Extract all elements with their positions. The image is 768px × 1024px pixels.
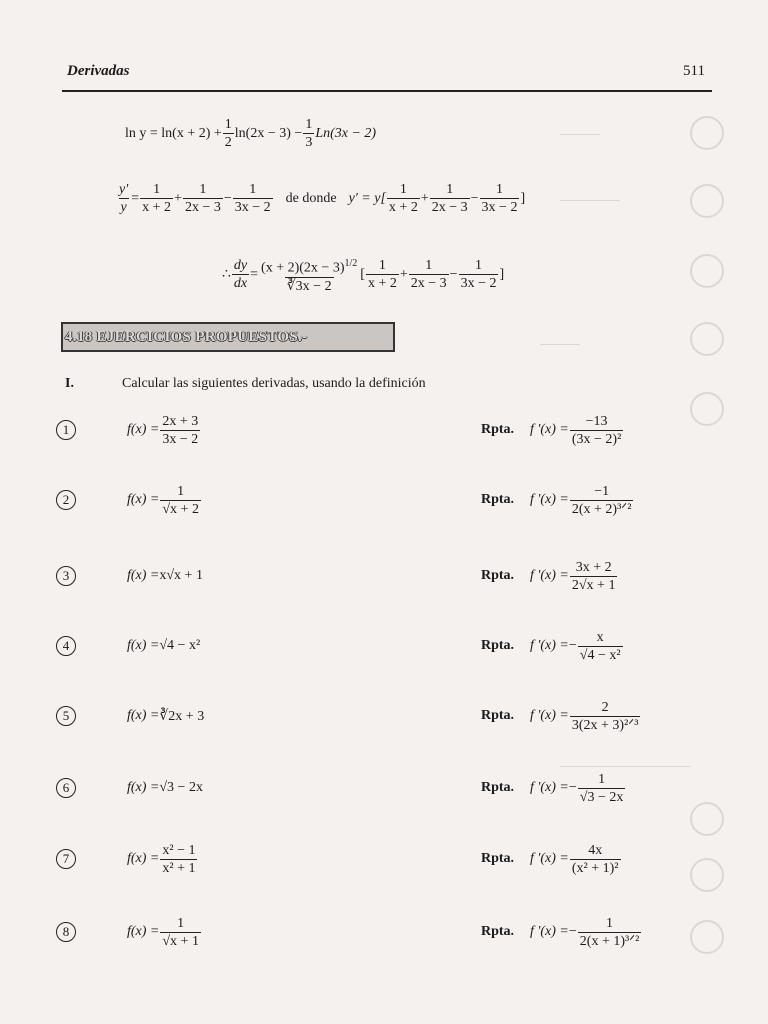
exercise-number: 7 xyxy=(56,849,76,869)
fraction xyxy=(140,182,173,215)
fraction-numerator: 1 xyxy=(496,182,503,197)
function-label: f(x) = xyxy=(127,492,160,507)
fraction-numerator: 1 xyxy=(224,117,232,132)
fraction-numerator: 1 xyxy=(378,258,386,274)
log-expression: ln y = ln(x + 2) + xyxy=(125,125,222,141)
fraction xyxy=(259,256,359,294)
function-label: f(x) = xyxy=(127,924,160,939)
fraction-denominator: dx xyxy=(233,276,248,292)
fraction-denominator: 3x − 2 xyxy=(481,200,518,215)
minus-sign: − xyxy=(223,190,232,206)
exercise-number: 4 xyxy=(56,636,76,656)
derivative-label: f '(x) = xyxy=(530,568,569,583)
fraction-numerator: 1 xyxy=(177,915,185,931)
part-number: I. xyxy=(65,376,74,391)
fraction-numerator: 1 xyxy=(475,258,483,274)
bleed-circle xyxy=(690,802,724,836)
fraction-denominator: x + 2 xyxy=(367,276,397,292)
fraction xyxy=(223,117,234,150)
exercise-number: 3 xyxy=(56,566,76,586)
function-fraction xyxy=(160,414,200,447)
fraction-denominator: 3x − 2 xyxy=(162,431,199,447)
exercise-number: 5 xyxy=(56,706,76,726)
function-fraction xyxy=(160,843,197,876)
derivation-line-3 xyxy=(222,256,504,294)
fraction xyxy=(387,182,420,215)
fraction-denominator: x + 2 xyxy=(388,200,418,215)
fraction xyxy=(430,182,470,215)
exercise-number: 6 xyxy=(56,778,76,798)
exercise-number: 8 xyxy=(56,922,76,942)
fraction-numerator: 1 xyxy=(425,258,433,274)
fraction-denominator: (x² + 1)² xyxy=(571,860,619,876)
derivative-label: f '(x) = xyxy=(530,638,569,653)
answer-fraction xyxy=(578,772,626,805)
fraction-numerator: x² − 1 xyxy=(162,842,196,858)
fraction-denominator: 3x − 2 xyxy=(460,276,497,292)
fraction-denominator: 3(2x + 3)²ᐟ³ xyxy=(571,717,639,733)
bleed-circle xyxy=(690,116,724,150)
exercise-answer xyxy=(530,908,642,956)
header-rule xyxy=(62,90,712,92)
exercise-answer xyxy=(530,552,618,600)
fraction-denominator: √4 − x² xyxy=(579,647,621,663)
function-body: √3 − 2x xyxy=(159,780,203,795)
fraction-denominator: 2(x + 2)³ᐟ² xyxy=(571,501,632,517)
plus-sign: + xyxy=(174,190,182,206)
answer-fraction xyxy=(570,414,623,447)
exercise-answer xyxy=(530,835,622,883)
fraction-numerator: 2x + 3 xyxy=(162,413,199,429)
minus-sign: − xyxy=(449,266,458,282)
fraction-numerator: 4x xyxy=(588,842,603,858)
answer-label: Rpta. xyxy=(481,568,515,583)
fraction xyxy=(409,258,449,291)
exercise-answer xyxy=(530,622,624,670)
answer-label: Rpta. xyxy=(481,708,515,723)
fraction-denominator: 2(x + 1)³ᐟ² xyxy=(579,933,640,949)
connector-text: de donde xyxy=(285,190,337,206)
numerator-text: (x + 2)(2x − 3) xyxy=(261,260,345,276)
fraction xyxy=(233,182,273,215)
answer-fraction xyxy=(578,916,642,949)
fraction-numerator: y' xyxy=(119,182,129,197)
page-number: 511 xyxy=(683,63,705,79)
exponent: 1/2 xyxy=(344,258,358,269)
fraction-denominator: 3 xyxy=(305,135,313,150)
section-heading-box xyxy=(61,322,395,352)
fraction xyxy=(303,117,314,150)
equals-sign: = xyxy=(250,266,259,282)
fraction-numerator xyxy=(259,256,359,277)
bleed-circle xyxy=(690,858,724,892)
answer-sign: − xyxy=(568,780,577,795)
function-label: f(x) = xyxy=(127,568,160,583)
exercise-answer xyxy=(530,764,626,812)
exercise-function xyxy=(127,835,198,883)
exercise-function xyxy=(127,692,204,740)
answer-fraction xyxy=(570,843,621,876)
fraction-denominator: 2 xyxy=(224,135,232,150)
closing-bracket: ] xyxy=(520,190,526,206)
answer-label: Rpta. xyxy=(481,851,515,866)
header-title: Derivadas xyxy=(67,63,130,79)
fraction-numerator: 1 xyxy=(598,771,606,787)
plus-sign: + xyxy=(399,266,408,282)
fraction-denominator: 2x − 3 xyxy=(410,276,447,292)
fraction-numerator: 1 xyxy=(177,483,185,499)
fraction-numerator: 1 xyxy=(399,182,407,197)
fraction-numerator: 1 xyxy=(199,182,207,197)
fraction-denominator: ∛3x − 2 xyxy=(286,278,332,294)
function-label: f(x) = xyxy=(127,780,160,795)
fraction-denominator: 3x − 2 xyxy=(234,200,271,215)
fraction xyxy=(459,258,499,291)
derivative-label: f '(x) = xyxy=(530,708,569,723)
derivative-label: f '(x) = xyxy=(530,851,569,866)
fraction xyxy=(232,258,249,291)
rhs-prefix: y' = y[ xyxy=(348,190,386,206)
exercise-function xyxy=(127,406,201,454)
answer-fraction xyxy=(570,560,618,593)
minus-sign: − xyxy=(470,190,479,206)
derivative-label: f '(x) = xyxy=(530,780,569,795)
function-fraction xyxy=(160,916,201,949)
exercise-function xyxy=(127,764,203,812)
bleed-line xyxy=(560,134,600,135)
answer-sign: − xyxy=(568,924,577,939)
fraction-numerator: 2 xyxy=(601,699,609,715)
fraction-numerator: 1 xyxy=(446,182,454,197)
derivative-label: f '(x) = xyxy=(530,422,569,437)
answer-label: Rpta. xyxy=(481,780,515,795)
fraction-numerator: 1 xyxy=(606,915,614,931)
answer-label: Rpta. xyxy=(481,422,515,437)
fraction-denominator: √x + 2 xyxy=(162,501,199,517)
function-label: f(x) = xyxy=(127,422,160,437)
fraction-numerator: 1 xyxy=(305,117,313,132)
fraction-denominator: 2√x + 1 xyxy=(571,577,616,593)
instruction-text: Calcular las siguientes derivadas, usando la definición xyxy=(122,376,426,391)
exercise-function xyxy=(127,552,203,600)
answer-fraction xyxy=(578,630,623,663)
bleed-circle xyxy=(690,184,724,218)
bleed-circle xyxy=(690,322,724,356)
derivation-line-2 xyxy=(116,182,525,215)
exercise-answer xyxy=(530,406,624,454)
bleed-circle xyxy=(690,920,724,954)
fraction-numerator: −1 xyxy=(594,483,610,499)
exercise-number: 2 xyxy=(56,490,76,510)
fraction xyxy=(366,258,399,291)
fraction-numerator: x xyxy=(596,629,604,645)
exercise-answer xyxy=(530,692,641,740)
log-expression: Ln(3x − 2) xyxy=(315,125,377,141)
plus-sign: + xyxy=(420,190,429,206)
fraction-numerator: −13 xyxy=(585,413,608,429)
answer-label: Rpta. xyxy=(481,492,515,507)
fraction xyxy=(480,182,520,215)
answer-fraction xyxy=(570,700,641,733)
fraction-denominator: √x + 1 xyxy=(162,933,199,949)
bleed-line xyxy=(540,344,580,345)
fraction xyxy=(183,182,223,215)
function-body: ∛2x + 3 xyxy=(159,708,205,724)
therefore-symbol: ∴ xyxy=(222,267,231,283)
fraction-denominator: x + 2 xyxy=(142,200,172,215)
fraction-numerator: 1 xyxy=(153,182,161,197)
derivative-label: f '(x) = xyxy=(530,924,569,939)
function-body: √4 − x² xyxy=(159,638,201,653)
derivation-line-1 xyxy=(125,117,376,150)
fraction-numerator: dy xyxy=(233,258,248,274)
section-heading: 4.18 EJERCICIOS PROPUESTOS.- xyxy=(65,328,308,345)
fraction-denominator: (3x − 2)² xyxy=(571,431,622,447)
equals-sign: = xyxy=(131,190,140,206)
answer-fraction xyxy=(570,484,634,517)
fraction-denominator: 2x − 3 xyxy=(184,200,221,215)
exercise-function xyxy=(127,622,200,670)
function-label: f(x) = xyxy=(127,708,160,723)
derivative-label: f '(x) = xyxy=(530,492,569,507)
fraction xyxy=(117,182,130,215)
answer-label: Rpta. xyxy=(481,638,515,653)
fraction-denominator: y xyxy=(120,200,127,215)
opening-bracket: [ xyxy=(360,266,365,282)
function-fraction xyxy=(160,484,201,517)
function-label: f(x) = xyxy=(127,851,160,866)
exercise-answer xyxy=(530,476,634,524)
fraction-numerator: 3x + 2 xyxy=(575,559,612,575)
exercise-function xyxy=(127,476,202,524)
log-expression: ln(2x − 3) − xyxy=(234,125,303,141)
answer-sign: − xyxy=(568,638,577,653)
exercise-number: 1 xyxy=(56,420,76,440)
bleed-line xyxy=(560,200,620,201)
bleed-circle xyxy=(690,392,724,426)
fraction-denominator: √3 − 2x xyxy=(579,789,624,805)
function-body: x√x + 1 xyxy=(159,568,203,583)
fraction-numerator: 1 xyxy=(249,182,257,197)
closing-bracket: ] xyxy=(499,266,505,282)
fraction-denominator: 2x − 3 xyxy=(431,200,468,215)
exercise-function xyxy=(127,908,202,956)
fraction-denominator: x² + 1 xyxy=(162,860,196,876)
function-label: f(x) = xyxy=(127,638,160,653)
answer-label: Rpta. xyxy=(481,924,515,939)
bleed-circle xyxy=(690,254,724,288)
